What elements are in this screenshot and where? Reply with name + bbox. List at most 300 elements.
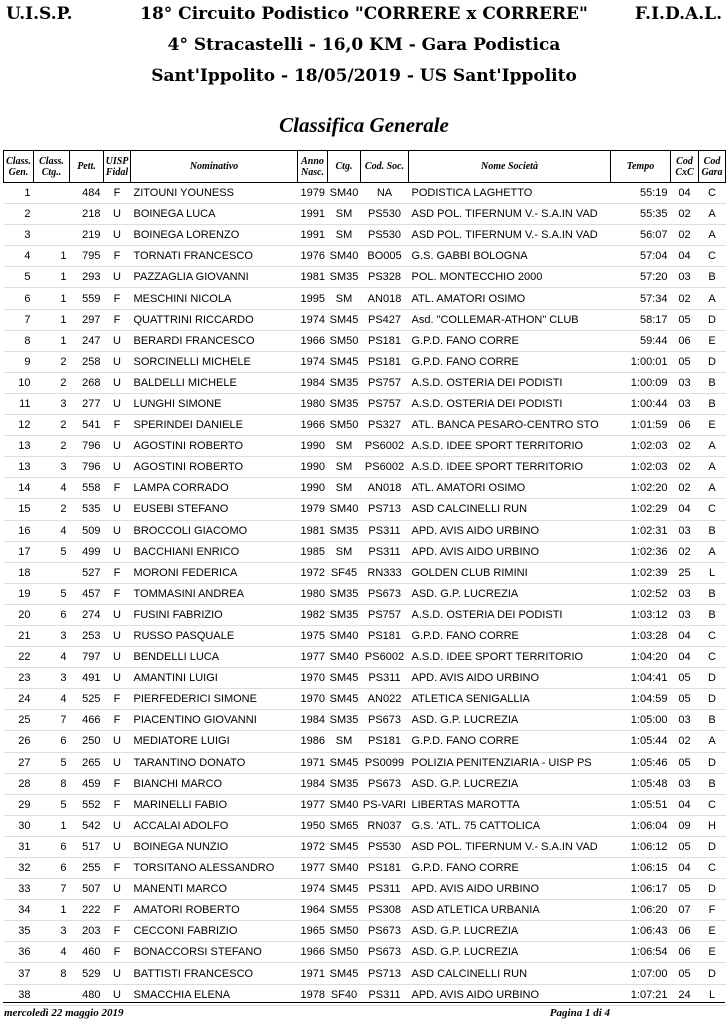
cell-cod-cxc: 04 — [671, 647, 699, 668]
cell-class-ctg: 4 — [34, 647, 70, 668]
col-header-nominativo: Nominativo — [131, 151, 298, 183]
cell-tempo: 57:20 — [611, 267, 671, 288]
cell-class-ctg: 3 — [34, 393, 70, 414]
cell-class-ctg: 1 — [34, 267, 70, 288]
cell-class-ctg: 6 — [34, 731, 70, 752]
cell-nominativo: LUNGHI SIMONE — [131, 393, 298, 414]
cell-cod-gara: A — [699, 478, 726, 499]
cell-pett: 527 — [70, 562, 104, 583]
cell-uisp-fidal: F — [104, 794, 131, 815]
cell-cod-cxc: 06 — [671, 942, 699, 963]
cell-ctg: SM — [328, 457, 361, 478]
cell-anno: 1990 — [298, 478, 328, 499]
cell-cod-gara: D — [699, 963, 726, 984]
cell-ctg: SM45 — [328, 879, 361, 900]
cell-pett: 541 — [70, 415, 104, 436]
cell-uisp-fidal: U — [104, 204, 131, 225]
cell-class-gen: 10 — [4, 372, 34, 393]
cell-pett: 255 — [70, 858, 104, 879]
cell-class-ctg: 2 — [34, 351, 70, 372]
cell-tempo: 1:00:01 — [611, 351, 671, 372]
cell-class-gen: 38 — [4, 984, 34, 1005]
cell-cod-soc: PS6002 — [361, 436, 409, 457]
cell-tempo: 1:05:48 — [611, 773, 671, 794]
cell-class-ctg: 4 — [34, 520, 70, 541]
col-header-ctg: Ctg. — [328, 151, 361, 183]
cell-nominativo: FUSINI FABRIZIO — [131, 604, 298, 625]
cell-ctg: SM40 — [328, 499, 361, 520]
cell-cod-gara: E — [699, 921, 726, 942]
cell-cod-gara: B — [699, 267, 726, 288]
cell-uisp-fidal: F — [104, 689, 131, 710]
cell-cod-soc: PS311 — [361, 879, 409, 900]
cell-class-ctg: 1 — [34, 330, 70, 351]
cell-pett: 247 — [70, 330, 104, 351]
cell-nominativo: TOMMASINI ANDREA — [131, 583, 298, 604]
cell-class-ctg: 8 — [34, 963, 70, 984]
cell-anno: 1964 — [298, 900, 328, 921]
cell-nome-societa: APD. AVIS AIDO URBINO — [409, 520, 611, 541]
cell-anno: 1970 — [298, 668, 328, 689]
cell-class-ctg: 1 — [34, 900, 70, 921]
cell-cod-gara: D — [699, 668, 726, 689]
cell-pett: 491 — [70, 668, 104, 689]
cell-cod-gara: D — [699, 351, 726, 372]
cell-nome-societa: ATLETICA SENIGALLIA — [409, 689, 611, 710]
cell-anno: 1971 — [298, 752, 328, 773]
cell-class-gen: 2 — [4, 204, 34, 225]
cell-cod-soc: PS713 — [361, 963, 409, 984]
cell-uisp-fidal: U — [104, 267, 131, 288]
cell-cod-gara: A — [699, 436, 726, 457]
cell-tempo: 55:35 — [611, 204, 671, 225]
cell-uisp-fidal: F — [104, 478, 131, 499]
cell-cod-gara: C — [699, 647, 726, 668]
cell-cod-soc: PS530 — [361, 225, 409, 246]
cell-nominativo: EUSEBI STEFANO — [131, 499, 298, 520]
cell-anno: 1974 — [298, 879, 328, 900]
cell-anno: 1978 — [298, 984, 328, 1005]
table-row — [4, 246, 726, 267]
col-header-uisp-fidal: UISP Fidal — [104, 151, 131, 183]
cell-pett: 559 — [70, 288, 104, 309]
cell-nominativo: SORCINELLI MICHELE — [131, 351, 298, 372]
cell-uisp-fidal: F — [104, 562, 131, 583]
cell-tempo: 58:17 — [611, 309, 671, 330]
cell-uisp-fidal: U — [104, 668, 131, 689]
cell-class-gen: 27 — [4, 752, 34, 773]
cell-cod-gara: B — [699, 583, 726, 604]
cell-cod-cxc: 05 — [671, 668, 699, 689]
cell-anno: 1980 — [298, 583, 328, 604]
cell-nominativo: TORSITANO ALESSANDRO — [131, 858, 298, 879]
cell-cod-gara: C — [699, 183, 726, 204]
cell-class-gen: 20 — [4, 604, 34, 625]
cell-ctg: SM40 — [328, 625, 361, 646]
table-row — [4, 752, 726, 773]
footer-date: mercoledì 22 maggio 2019 — [4, 1007, 124, 1019]
cell-nominativo: AGOSTINI ROBERTO — [131, 457, 298, 478]
cell-nome-societa: G.P.D. FANO CORRE — [409, 330, 611, 351]
cell-pett: 552 — [70, 794, 104, 815]
cell-uisp-fidal: U — [104, 351, 131, 372]
cell-nome-societa: A.S.D. IDEE SPORT TERRITORIO — [409, 457, 611, 478]
cell-cod-cxc: 03 — [671, 393, 699, 414]
cell-pett: 480 — [70, 984, 104, 1005]
table-row — [4, 815, 726, 836]
cell-ctg: SM35 — [328, 604, 361, 625]
cell-cod-soc: PS328 — [361, 267, 409, 288]
cell-cod-cxc: 04 — [671, 625, 699, 646]
table-row — [4, 858, 726, 879]
cell-nome-societa: ASD POL. TIFERNUM V.- S.A.IN VAD — [409, 204, 611, 225]
cell-nome-societa: ASD. G.P. LUCREZIA — [409, 583, 611, 604]
cell-ctg: SM — [328, 225, 361, 246]
cell-pett: 265 — [70, 752, 104, 773]
cell-class-ctg — [34, 183, 70, 204]
cell-tempo: 1:02:52 — [611, 583, 671, 604]
cell-ctg: SM65 — [328, 815, 361, 836]
cell-class-gen: 32 — [4, 858, 34, 879]
cell-uisp-fidal: F — [104, 583, 131, 604]
table-row — [4, 625, 726, 646]
cell-cod-soc: PS181 — [361, 625, 409, 646]
cell-class-gen: 19 — [4, 583, 34, 604]
cell-ctg: SM50 — [328, 330, 361, 351]
cell-cod-gara: D — [699, 879, 726, 900]
cell-uisp-fidal: F — [104, 415, 131, 436]
cell-cod-soc: PS327 — [361, 415, 409, 436]
cell-class-gen: 25 — [4, 710, 34, 731]
cell-nome-societa: A.S.D. IDEE SPORT TERRITORIO — [409, 647, 611, 668]
cell-nominativo: BOINEGA LORENZO — [131, 225, 298, 246]
cell-ctg: SM35 — [328, 372, 361, 393]
cell-pett: 796 — [70, 436, 104, 457]
cell-pett: 274 — [70, 604, 104, 625]
cell-pett: 203 — [70, 921, 104, 942]
cell-cod-gara: F — [699, 900, 726, 921]
cell-cod-cxc: 02 — [671, 457, 699, 478]
cell-cod-soc: PS673 — [361, 942, 409, 963]
cell-cod-cxc: 05 — [671, 752, 699, 773]
cell-ctg: SM45 — [328, 351, 361, 372]
cell-class-gen: 29 — [4, 794, 34, 815]
cell-uisp-fidal: U — [104, 499, 131, 520]
cell-tempo: 1:02:03 — [611, 457, 671, 478]
col-header-cod-soc: Cod. Soc. — [361, 151, 409, 183]
cell-tempo: 1:03:12 — [611, 604, 671, 625]
cell-cod-soc: PS673 — [361, 921, 409, 942]
cell-tempo: 1:06:17 — [611, 879, 671, 900]
cell-tempo: 1:02:36 — [611, 541, 671, 562]
cell-class-gen: 4 — [4, 246, 34, 267]
cell-cod-gara: D — [699, 309, 726, 330]
cell-tempo: 1:02:39 — [611, 562, 671, 583]
cell-class-ctg: 5 — [34, 541, 70, 562]
cell-pett: 459 — [70, 773, 104, 794]
col-header-class-gen: Class. Gen. — [4, 151, 34, 183]
cell-nominativo: LAMPA CORRADO — [131, 478, 298, 499]
cell-cod-soc: PS427 — [361, 309, 409, 330]
table-row — [4, 710, 726, 731]
cell-nome-societa: G.S. GABBI BOLOGNA — [409, 246, 611, 267]
cell-anno: 1974 — [298, 351, 328, 372]
cell-nominativo: PIACENTINO GIOVANNI — [131, 710, 298, 731]
cell-class-gen: 8 — [4, 330, 34, 351]
cell-uisp-fidal: U — [104, 647, 131, 668]
cell-class-ctg: 6 — [34, 604, 70, 625]
cell-cod-cxc: 04 — [671, 794, 699, 815]
cell-class-gen: 3 — [4, 225, 34, 246]
cell-tempo: 1:03:28 — [611, 625, 671, 646]
cell-cod-cxc: 02 — [671, 288, 699, 309]
cell-cod-cxc: 25 — [671, 562, 699, 583]
table-row — [4, 225, 726, 246]
cell-class-gen: 15 — [4, 499, 34, 520]
cell-nome-societa: PODISTICA LAGHETTO — [409, 183, 611, 204]
footer-divider — [3, 1002, 725, 1003]
cell-anno: 1966 — [298, 330, 328, 351]
cell-tempo: 59:44 — [611, 330, 671, 351]
table-row — [4, 183, 726, 204]
cell-cod-soc: PS673 — [361, 773, 409, 794]
cell-uisp-fidal: U — [104, 372, 131, 393]
cell-cod-soc: PS6002 — [361, 647, 409, 668]
cell-cod-soc: PS673 — [361, 583, 409, 604]
cell-nome-societa: POL. MONTECCHIO 2000 — [409, 267, 611, 288]
cell-pett: 219 — [70, 225, 104, 246]
cell-nominativo: MEDIATORE LUIGI — [131, 731, 298, 752]
cell-cod-cxc: 05 — [671, 351, 699, 372]
cell-anno: 1976 — [298, 246, 328, 267]
cell-tempo: 1:01:59 — [611, 415, 671, 436]
cell-nominativo: MORONI FEDERICA — [131, 562, 298, 583]
cell-pett: 222 — [70, 900, 104, 921]
cell-class-ctg: 1 — [34, 288, 70, 309]
cell-class-ctg — [34, 225, 70, 246]
cell-cod-cxc: 03 — [671, 583, 699, 604]
footer-page: Pagina 1 di 4 — [549, 1007, 610, 1019]
cell-ctg: SM45 — [328, 836, 361, 857]
cell-class-gen: 34 — [4, 900, 34, 921]
cell-class-gen: 36 — [4, 942, 34, 963]
cell-anno: 1966 — [298, 415, 328, 436]
cell-class-ctg: 2 — [34, 415, 70, 436]
cell-ctg: SM40 — [328, 794, 361, 815]
cell-anno: 1981 — [298, 520, 328, 541]
cell-uisp-fidal: F — [104, 288, 131, 309]
cell-nominativo: BROCCOLI GIACOMO — [131, 520, 298, 541]
cell-class-ctg: 7 — [34, 879, 70, 900]
cell-uisp-fidal: U — [104, 879, 131, 900]
cell-nome-societa: ASD POL. TIFERNUM V.- S.A.IN VAD — [409, 836, 611, 857]
table-row — [4, 372, 726, 393]
cell-class-gen: 21 — [4, 625, 34, 646]
cell-class-gen: 16 — [4, 520, 34, 541]
cell-uisp-fidal: U — [104, 330, 131, 351]
cell-cod-gara: B — [699, 710, 726, 731]
cell-class-gen: 6 — [4, 288, 34, 309]
cell-class-ctg — [34, 204, 70, 225]
cell-nominativo: BIANCHI MARCO — [131, 773, 298, 794]
cell-class-ctg: 2 — [34, 436, 70, 457]
col-header-cod-gara: Cod Gara — [699, 151, 726, 183]
cell-pett: 542 — [70, 815, 104, 836]
cell-pett: 268 — [70, 372, 104, 393]
table-row — [4, 836, 726, 857]
cell-anno: 1990 — [298, 457, 328, 478]
table-row — [4, 879, 726, 900]
cell-cod-cxc: 09 — [671, 815, 699, 836]
cell-pett: 525 — [70, 689, 104, 710]
cell-pett: 457 — [70, 583, 104, 604]
cell-cod-cxc: 05 — [671, 836, 699, 857]
cell-class-ctg: 3 — [34, 921, 70, 942]
cell-anno: 1971 — [298, 963, 328, 984]
cell-nominativo: MARINELLI FABIO — [131, 794, 298, 815]
cell-anno: 1977 — [298, 647, 328, 668]
cell-nominativo: AMATORI ROBERTO — [131, 900, 298, 921]
cell-class-ctg: 6 — [34, 858, 70, 879]
cell-nominativo: BATTISTI FRANCESCO — [131, 963, 298, 984]
cell-class-ctg — [34, 562, 70, 583]
cell-cod-gara: E — [699, 942, 726, 963]
table-row — [4, 647, 726, 668]
cell-nominativo: AGOSTINI ROBERTO — [131, 436, 298, 457]
cell-class-gen: 7 — [4, 309, 34, 330]
cell-class-gen: 28 — [4, 773, 34, 794]
cell-uisp-fidal: U — [104, 604, 131, 625]
cell-ctg: SM35 — [328, 393, 361, 414]
col-header-anno: Anno Nasc. — [298, 151, 328, 183]
cell-cod-soc: NA — [361, 183, 409, 204]
table-row — [4, 604, 726, 625]
cell-cod-cxc: 03 — [671, 372, 699, 393]
cell-cod-gara: C — [699, 499, 726, 520]
cell-anno: 1977 — [298, 858, 328, 879]
cell-nominativo: RUSSO PASQUALE — [131, 625, 298, 646]
cell-ctg: SM40 — [328, 246, 361, 267]
cell-nome-societa: G.P.D. FANO CORRE — [409, 351, 611, 372]
cell-class-gen: 17 — [4, 541, 34, 562]
col-header-pett: Pett. — [70, 151, 104, 183]
cell-class-ctg: 1 — [34, 309, 70, 330]
cell-cod-soc: PS530 — [361, 204, 409, 225]
table-row — [4, 330, 726, 351]
header-line-2: 4° Stracastelli - 16,0 KM - Gara Podistica — [167, 35, 561, 55]
table-row — [4, 921, 726, 942]
cell-tempo: 57:34 — [611, 288, 671, 309]
cell-cod-soc: PS181 — [361, 858, 409, 879]
cell-cod-soc: RN333 — [361, 562, 409, 583]
cell-cod-soc: AN018 — [361, 478, 409, 499]
cell-tempo: 1:02:31 — [611, 520, 671, 541]
cell-uisp-fidal: U — [104, 393, 131, 414]
cell-cod-cxc: 02 — [671, 204, 699, 225]
cell-nominativo: QUATTRINI RICCARDO — [131, 309, 298, 330]
cell-nominativo: MANENTI MARCO — [131, 879, 298, 900]
cell-anno: 1972 — [298, 562, 328, 583]
cell-anno: 1985 — [298, 541, 328, 562]
cell-uisp-fidal: U — [104, 815, 131, 836]
cell-uisp-fidal: U — [104, 457, 131, 478]
cell-class-gen: 31 — [4, 836, 34, 857]
cell-anno: 1990 — [298, 436, 328, 457]
cell-anno: 1975 — [298, 625, 328, 646]
cell-class-gen: 33 — [4, 879, 34, 900]
cell-nome-societa: ATL. AMATORI OSIMO — [409, 478, 611, 499]
cell-pett: 218 — [70, 204, 104, 225]
table-row — [4, 351, 726, 372]
cell-cod-cxc: 02 — [671, 436, 699, 457]
cell-cod-gara: C — [699, 794, 726, 815]
cell-cod-soc: PS308 — [361, 900, 409, 921]
cell-anno: 1965 — [298, 921, 328, 942]
cell-pett: 277 — [70, 393, 104, 414]
cell-class-ctg: 3 — [34, 668, 70, 689]
cell-class-ctg: 4 — [34, 689, 70, 710]
cell-class-ctg: 4 — [34, 942, 70, 963]
cell-tempo: 1:05:00 — [611, 710, 671, 731]
cell-class-ctg: 7 — [34, 710, 70, 731]
cell-ctg: SM — [328, 204, 361, 225]
cell-anno: 1970 — [298, 689, 328, 710]
cell-nome-societa: APD. AVIS AIDO URBINO — [409, 879, 611, 900]
cell-uisp-fidal: F — [104, 309, 131, 330]
cell-pett: 797 — [70, 647, 104, 668]
cell-anno: 1979 — [298, 183, 328, 204]
cell-tempo: 1:06:12 — [611, 836, 671, 857]
page-title: Classifica Generale — [279, 113, 449, 137]
cell-uisp-fidal: F — [104, 900, 131, 921]
cell-nominativo: SMACCHIA ELENA — [131, 984, 298, 1005]
cell-uisp-fidal: U — [104, 625, 131, 646]
cell-cod-soc: PS311 — [361, 541, 409, 562]
cell-nome-societa: A.S.D. OSTERIA DEI PODISTI — [409, 604, 611, 625]
cell-pett: 466 — [70, 710, 104, 731]
cell-class-gen: 18 — [4, 562, 34, 583]
cell-uisp-fidal: U — [104, 731, 131, 752]
cell-pett: 258 — [70, 351, 104, 372]
cell-anno: 1972 — [298, 836, 328, 857]
cell-cod-cxc: 02 — [671, 731, 699, 752]
table-header-row — [4, 151, 726, 183]
cell-ctg: SM35 — [328, 773, 361, 794]
cell-class-ctg: 5 — [34, 794, 70, 815]
cell-pett: 484 — [70, 183, 104, 204]
cell-cod-soc: PS311 — [361, 984, 409, 1005]
cell-tempo: 1:04:59 — [611, 689, 671, 710]
cell-tempo: 1:02:03 — [611, 436, 671, 457]
cell-tempo: 1:04:41 — [611, 668, 671, 689]
cell-class-gen: 22 — [4, 647, 34, 668]
cell-class-gen: 35 — [4, 921, 34, 942]
cell-class-gen: 13 — [4, 436, 34, 457]
cell-ctg: SM40 — [328, 647, 361, 668]
cell-anno: 1979 — [298, 499, 328, 520]
cell-ctg: SM45 — [328, 689, 361, 710]
cell-uisp-fidal: F — [104, 710, 131, 731]
cell-ctg: SM35 — [328, 267, 361, 288]
cell-cod-soc: PS0099 — [361, 752, 409, 773]
cell-cod-soc: BO005 — [361, 246, 409, 267]
table-row — [4, 689, 726, 710]
cell-anno: 1977 — [298, 794, 328, 815]
cell-cod-soc: PS6002 — [361, 457, 409, 478]
cell-cod-cxc: 02 — [671, 478, 699, 499]
cell-cod-gara: D — [699, 689, 726, 710]
cell-tempo: 1:07:21 — [611, 984, 671, 1005]
